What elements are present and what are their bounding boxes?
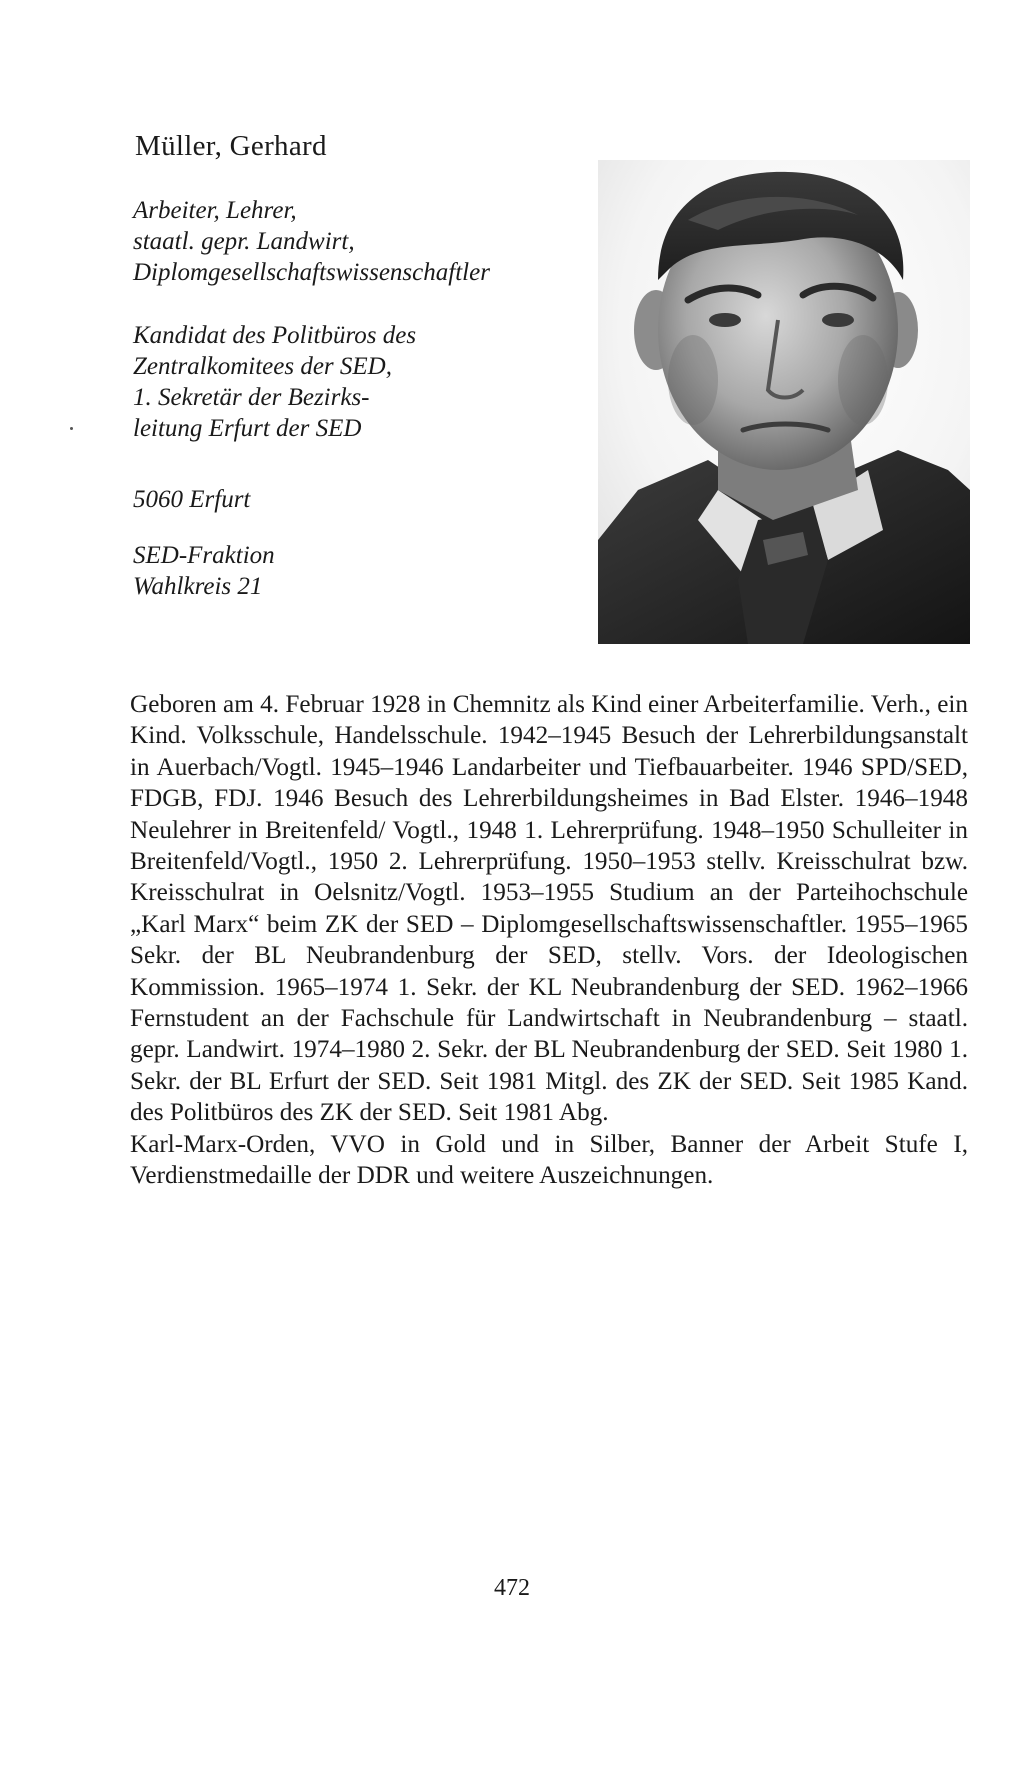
position-line: Zentralkomitees der SED, xyxy=(133,353,392,380)
faction-info xyxy=(133,540,593,602)
person-name: Müller, Gerhard xyxy=(135,130,327,162)
position-line: leitung Erfurt der SED xyxy=(133,415,362,442)
occupation-line: Arbeiter, Lehrer, xyxy=(133,197,297,224)
occupation-line: Diplomgesellschaftswissenschaftler xyxy=(133,259,490,286)
faction-line: SED-Fraktion xyxy=(133,542,275,569)
scan-speck xyxy=(70,427,73,430)
biography-section xyxy=(130,689,968,1192)
biography-text: Geboren am 4. Februar 1928 in Chemnitz als Kind einer Arbeiterfamilie. Verh., ein Kind. Volksschule, Handelsschule. 1942–1945 Besuch der Lehrerbildungsanstalt in Auerbach/Vogtl. 1945–1946 Landarbeiter und Tiefbauarbeiter. 1946 SPD/SED, FDGB, FDJ. 1946 Besuch des Lehrerbildungsheimes in Bad Elster. 1946–1948 Neulehrer in Breitenfeld/ Vogtl., 1948 1. Lehrerprüfung. 1948–1950 Schulleiter in Breitenfeld/Vogtl., 1950 2. Lehrerprüfung. 1950–1953 stellv. Kreisschulrat bzw. Kreisschulrat in Oelsnitz/Vogtl. 1953–1955 Studium an der Parteihochschule „Karl Marx“ beim ZK der SED – Diplomgesellschaftswissenschaftler. 1955–1965 Sekr. der BL Neubrandenburg der SED, stellv. Vors. der Ideologischen Kommission. 1965–1974 1. Sekr. der KL Neubrandenburg der SED. 1962–1966 Fernstudent an der Fachschule für Landwirtschaft in Neubrandenburg – staatl. gepr. Landwirt. 1974–1980 2. Sekr. der BL Neubrandenburg der SED. Seit 1980 1. Sekr. der BL Erfurt der SED. Seit 1981 Mitgl. des ZK der SED. Seit 1985 Kand. des Politbüros des ZK der SED. Seit 1981 Abg. xyxy=(130,691,968,1127)
occupations xyxy=(133,195,593,288)
position-line: 1. Sekretär der Bezirks- xyxy=(133,384,370,411)
awards-text: Karl-Marx-Orden, VVO in Gold und in Silber, Banner der Arbeit Stufe I, Verdienstmedaille der DDR und weitere Auszeichnungen. xyxy=(130,1130,968,1190)
constituency-line: Wahlkreis 21 xyxy=(133,573,263,600)
position-line: Kandidat des Politbüros des xyxy=(133,322,417,349)
page-number: 472 xyxy=(494,1575,530,1601)
positions xyxy=(133,320,593,444)
occupation-line: staatl. gepr. Landwirt, xyxy=(133,228,355,255)
portrait-photo xyxy=(598,160,970,644)
address: 5060 Erfurt xyxy=(133,486,251,513)
